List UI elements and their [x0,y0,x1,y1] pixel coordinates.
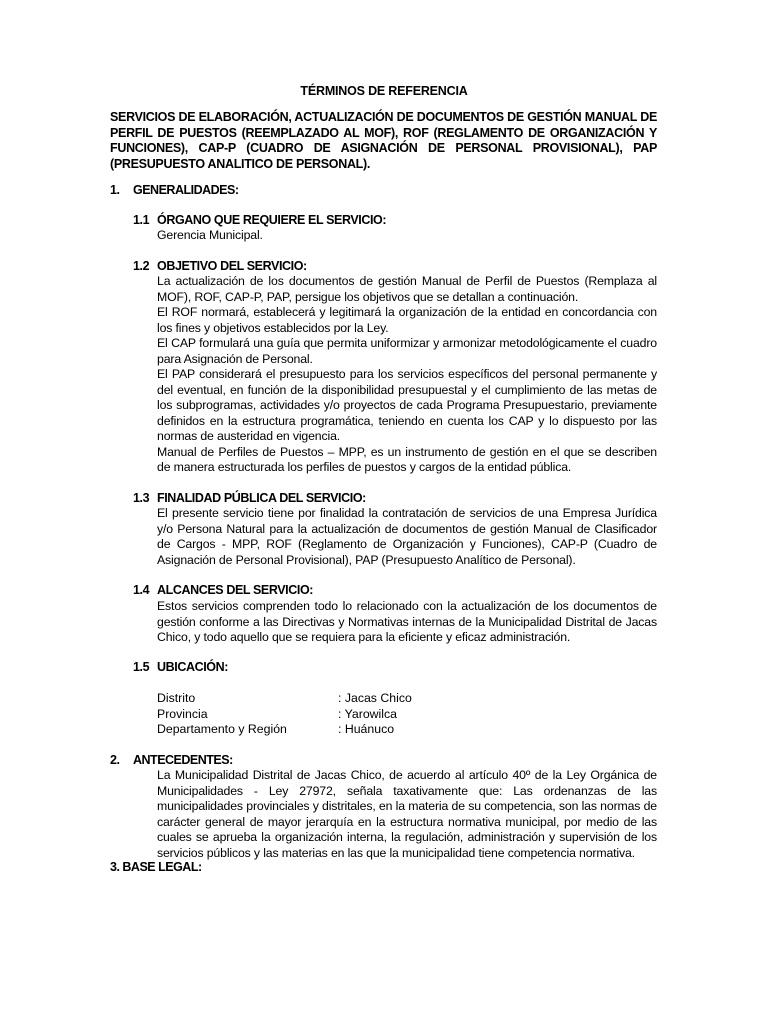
section-1-1-title: ÓRGANO QUE REQUIERE EL SERVICIO: [157,213,387,227]
section-1-1-heading [133,213,433,229]
objective-paragraph: El CAP formulará una guía que permita uniformizar y armonizar metodológicamente el cuadro para Asignación de Personal. [157,336,657,366]
section-1-2-body [157,274,657,476]
section-1-3-text: El presente servicio tiene por finalidad la contratación de servicios de una Empresa Jurídica y/o Persona Natural para la actualización de documentos de gestión Manual de Clasificador de Cargos - MPP, ROF (Reglamento de Organización y Funciones), CAP-P (Cuadro de Asignación de Personal Provisional), PAP (Presupuesto Analítico de Personal). [157,506,657,567]
section-1-title: GENERALIDADES: [133,183,239,197]
section-1-5-title: UBICACIÓN: [157,660,228,674]
location-value: : Yarowilca [338,707,398,721]
section-1-3-number: 1.3 [133,491,150,505]
section-1-5-number: 1.5 [133,660,150,674]
section-1-4-number: 1.4 [133,583,150,597]
section-2-number: 2. [110,753,120,767]
section-1-1-text: Gerencia Municipal. [157,228,263,242]
section-1-number: 1. [110,183,120,197]
location-label: Distrito [157,691,196,705]
objective-paragraph: El ROF normará, establecerá y legitimará la organización de la entidad en concordancia con los fines y objetivos establecidos por la Ley. [157,305,657,335]
section-2-heading [110,753,410,769]
section-1-4-text: Estos servicios comprenden todo lo relacionado con la actualización de los documentos de gestión conforme a las Directivas y Normativas internas de la Municipalidad Distrital de Jacas Chico, y todo aquello que se requiera para la eficiente y eficaz administración. [157,599,657,644]
objective-paragraph: El PAP considerará el presupuesto para los servicios específicos del personal permanente y del eventual, en función de la disponibilidad presupuestal y el cumplimiento de las metas de los subprogramas, actividades y/o proyectos de cada Programa Presupuestario, previamente definidos en la estructura programática, teniendo en cuenta los CAP y lo dispuesto por las normas de austeridad en vigencia. [157,367,657,443]
section-1-2-number: 1.2 [133,259,150,273]
section-1-2-title: OBJETIVO DEL SERVICIO: [157,259,307,273]
location-value: : Jacas Chico [338,691,412,705]
section-1-3-title: FINALIDAD PÚBLICA DEL SERVICIO: [157,491,366,505]
section-1-2-heading [133,259,433,275]
location-label: Departamento y Región [157,722,287,736]
location-row [157,691,457,707]
location-value: : Huánuco [338,722,395,736]
section-3-title: 3. BASE LEGAL: [110,860,202,874]
section-3-heading [110,860,410,876]
location-row [157,722,457,738]
section-1-4-title: ALCANCES DEL SERVICIO: [157,583,314,597]
location-label: Provincia [157,707,208,721]
document-subject: SERVICIOS DE ELABORACIÓN, ACTUALIZACIÓN DE DOCUMENTOS DE GESTIÓN MANUAL DE PERFIL DE PUESTOS (REEMPLAZADO AL MOF), ROF (REGLAMENTO DE ORGANIZACIÓN Y FUNCIONES), CAP-P (CUADRO DE ASIGNACIÓN DE PERSONAL PROVISIONAL), PAP (PRESUPUESTO ANALITICO DE PERSONAL). [110,110,657,171]
section-1-3-heading [133,491,433,507]
section-2-title: ANTECEDENTES: [133,753,233,767]
document-title: TÉRMINOS DE REFERENCIA [300,84,468,98]
section-1-heading [110,183,410,199]
section-1-1-number: 1.1 [133,213,150,227]
section-2-text: La Municipalidad Distrital de Jacas Chico, de acuerdo al artículo 40º de la Ley Orgánica de Municipalidades - Ley 27972, señala taxativamente que: Las ordenanzas de las municipalidades provinciales y distritales, en la materia de su competencia, son las normas de carácter general de mayor jerarquía en la estructura normativa municipal, por medio de las cuales se aprueba la organización interna, la regulación, administración y supervisión de los servicios públicos y las materias en las que la municipalidad tiene competencia normativa. [157,768,657,860]
objective-paragraph: Manual de Perfiles de Puestos – MPP, es un instrumento de gestión en el que se describen de manera estructurada los perfiles de puestos y cargos de la entidad pública. [157,444,657,474]
section-1-4-heading [133,583,433,599]
section-1-5-heading [133,660,433,676]
location-row [157,707,457,723]
objective-paragraph: La actualización de los documentos de gestión Manual de Perfil de Puestos (Remplaza al MOF), ROF, CAP-P, PAP, persigue los objetivos que se detallan a continuación. [157,274,657,304]
